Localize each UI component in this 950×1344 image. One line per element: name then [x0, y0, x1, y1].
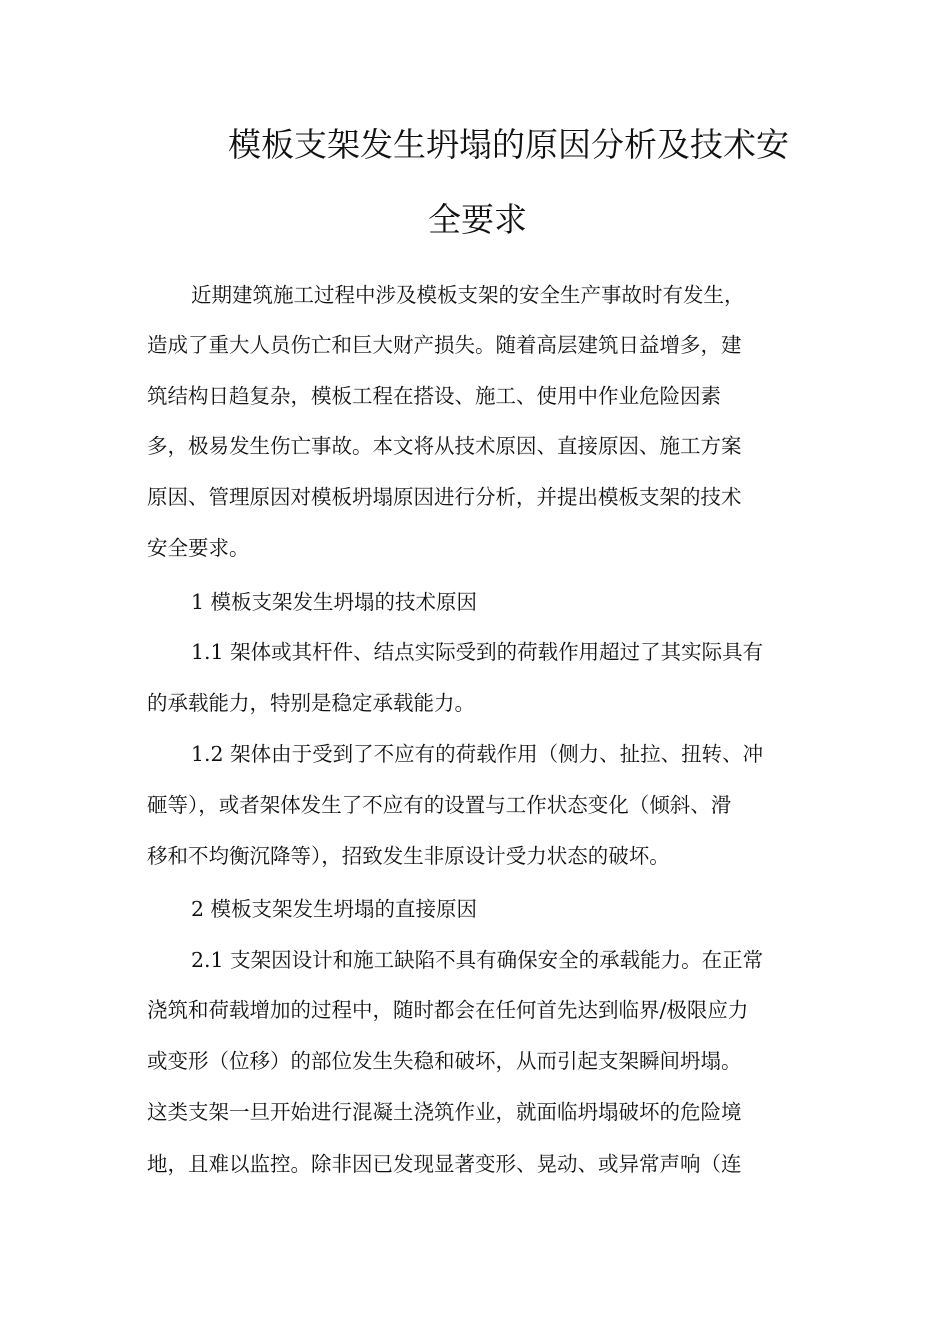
body-line-18: 地，且难以监控。除非因已发现显著变形、晃动、或异常声响（连: [147, 1152, 742, 1176]
body-line-5: 原因、管理原因对模板坍塌原因进行分析，并提出模板支架的技术: [147, 485, 742, 509]
body-line-15: 浇筑和荷载增加的过程中，随时都会在任何首先达到临界/极限应力: [147, 998, 749, 1022]
body-line-17: 这类支架一旦开始进行混凝土浇筑作业，就面临坍塌破坏的危险境: [147, 1100, 742, 1124]
body-line-16: 或变形（位移）的部位发生失稳和破坏，从而引起支架瞬间坍塌。: [147, 1049, 742, 1073]
body-line-14: 2.1 支架因设计和施工缺陷不具有确保安全的承载能力。在正常: [191, 948, 764, 972]
body-line-8: 1.1 架体或其杆件、结点实际受到的荷载作用超过了其实际具有: [191, 640, 764, 664]
body-line-6: 安全要求。: [147, 536, 250, 560]
body-line-4: 多，极易发生伤亡事故。本文将从技术原因、直接原因、施工方案: [147, 434, 742, 458]
body-line-10: 1.2 架体由于受到了不应有的荷载作用（侧力、扯拉、扭转、冲: [191, 742, 764, 766]
section-heading-2: 2 模板支架发生坍塌的直接原因: [191, 897, 478, 921]
document-title-line-1: 模板支架发生坍塌的原因分析及技术安: [228, 125, 789, 164]
body-line-12: 移和不均衡沉降等），招致发生非原设计受力状态的破坏。: [147, 844, 670, 868]
body-line-3: 筑结构日趋复杂，模板工程在搭设、施工、使用中作业危险因素: [147, 384, 721, 408]
body-line-1: 近期建筑施工过程中涉及模板支架的安全生产事故时有发生，: [191, 283, 745, 307]
body-line-9: 的承载能力，特别是稳定承载能力。: [147, 691, 475, 715]
section-heading-1: 1 模板支架发生坍塌的技术原因: [191, 590, 478, 614]
body-line-11: 砸等），或者架体发生了不应有的设置与工作状态变化（倾斜、滑: [147, 793, 732, 817]
document-title-line-2: 全要求: [428, 200, 527, 239]
body-line-2: 造成了重大人员伤亡和巨大财产损失。随着高层建筑日益增多，建: [147, 333, 742, 357]
